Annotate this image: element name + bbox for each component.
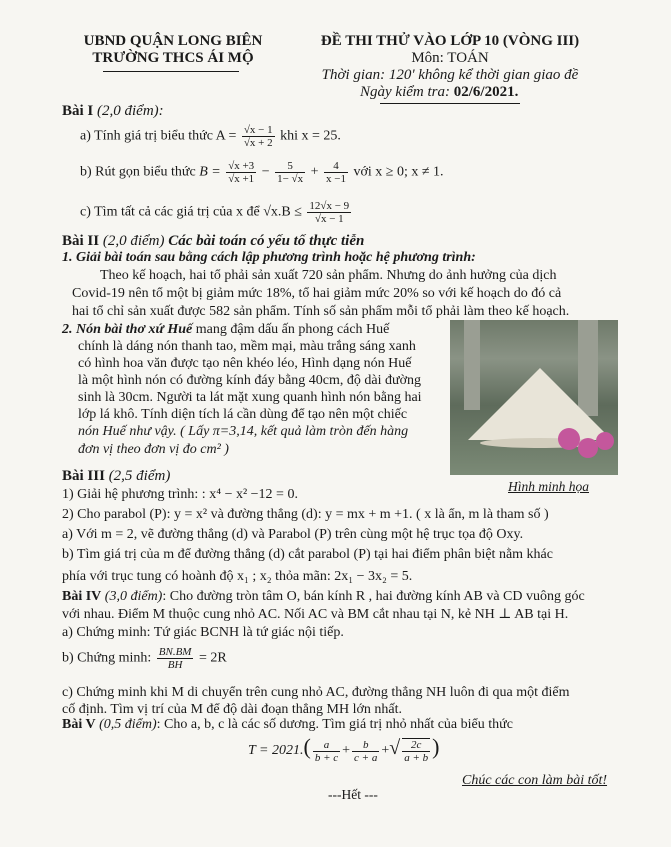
bai2-p1-title: 1. Giải bài toán sau bằng cách lập phương trình hoặc hệ phương trình:: [62, 250, 476, 265]
bai1-b-frac1-den: √x +1: [228, 173, 255, 185]
bai2-p2-line2: chính là dáng nón thanh tao, mềm mại, màu trắng sáng xanh: [78, 339, 416, 354]
bai1-b-frac3: [324, 160, 348, 185]
bai1-c-num: 12√x − 9: [309, 200, 350, 212]
bai4-l4-num: BN.BM: [158, 646, 192, 658]
header-right-rule: [380, 103, 520, 104]
bai3-line2: 2) Cho parabol (P): y = x² và đường thẳng (d): y = mx + m +1. ( x là ẩn, m là tham số ): [62, 507, 549, 522]
bai1-b-frac3-num: 4: [324, 160, 348, 173]
bai5-frac2-den: c + a: [354, 751, 378, 764]
school-district: UBND QUẬN LONG BIÊN: [83, 33, 263, 49]
bai4-l4-rhs: = 2R: [198, 650, 227, 666]
bai5-frac1: [313, 739, 340, 764]
bai4-l4-fraction: [157, 646, 194, 671]
exam-duration: Thời gian: 120' không kể thời gian giao đề: [321, 67, 579, 83]
bai1-b-frac2-den: 1− √x: [277, 173, 304, 185]
bai2-p2-l1: mang đậm dấu ấn phong cách Huế: [192, 322, 390, 337]
bai1-a-den: √x + 2: [243, 137, 273, 149]
bai1-b-frac1: [226, 160, 256, 185]
bai4-line4: [62, 646, 227, 671]
exam-date-label: Ngày kiểm tra:: [360, 84, 454, 100]
exam-title: ĐỀ THI THỬ VÀO LỚP 10 (VÒNG III): [320, 33, 580, 49]
bai1-b-frac3-den: x −1: [326, 173, 346, 185]
bai4-line2: với nhau. Điểm M thuộc cung nhỏ AC. Nối AC và BM cắt nhau tại N, kẻ NH ⊥ AB tại H.: [62, 607, 569, 622]
bai2-p2-line0: [62, 321, 389, 338]
bai3-line3: a) Với m = 2, vẽ đường thẳng (d) và Parabol (P) trên cùng một hệ trục tọa độ Oxy.: [62, 527, 524, 542]
flower-3: [596, 432, 614, 450]
bai5-frac3: [402, 738, 430, 764]
illustration-image: [450, 320, 618, 475]
bai3-heading: [62, 467, 170, 485]
bai2-p2-line6: lớp lá khô. Tính diện tích lá cần dùng để tạo nên một chiếc: [78, 407, 408, 422]
bai1-points: (2,0 điểm):: [97, 103, 164, 119]
bai1-a-fraction: [242, 124, 275, 149]
bai1-b-minus: −: [261, 164, 270, 180]
illustration-caption: Hình minh họa: [508, 479, 589, 494]
bai3-points: (2,5 điểm): [108, 468, 171, 484]
bai2-heading: [62, 232, 364, 250]
bai1-c-fraction: [307, 200, 351, 225]
bai1-b-text: b) Rút gọn biểu thức: [80, 164, 196, 180]
closing-wish: Chúc các con làm bài tốt!: [462, 773, 608, 788]
bai5-sqrt-sign: √: [389, 737, 401, 760]
bai1-b-cond: với x ≥ 0; x ≠ 1.: [353, 164, 444, 180]
bai5-title: Bài V: [62, 717, 96, 732]
bai1-title: Bài I: [62, 103, 94, 119]
bai2-p2-line5: sinh là 30cm. Người ta lát mặt xung quanh hình nón bằng hai: [78, 390, 422, 405]
bai1-b-plus: +: [310, 164, 319, 180]
bai1-b-frac2-num: 5: [275, 160, 305, 173]
exam-date-value: 02/6/2021.: [453, 84, 519, 100]
bai5-T: T = 2021.: [248, 743, 304, 759]
bai5-frac2: [352, 739, 379, 764]
bai5-paren-close: ): [432, 734, 440, 760]
bai5-points: (0,5 điểm): [99, 717, 157, 732]
bai2-p1-line2: Covid-19 nên tổ một bị giảm mức 18%, tổ hai giảm mức 20% so với kế hoạch do đó cả: [72, 286, 562, 301]
exam-subject: Môn: TOÁN: [411, 50, 489, 66]
flower-1: [558, 428, 580, 450]
bai1-a-text: a) Tính giá trị biểu thức A =: [80, 128, 237, 144]
bai5-frac2-num: b: [352, 739, 379, 752]
bai1-c-den: √x − 1: [314, 213, 344, 225]
bai2-p2-line4: là một hình nón có đường kính đáy bằng 40cm, độ dài đường: [78, 373, 421, 388]
bai1-heading: [62, 102, 164, 120]
bai4-points: (3,0 điểm): [104, 589, 163, 604]
bai1-a-cond: khi x = 25.: [280, 128, 341, 144]
bai3-line5: phía với trục tung có hoành độ x₁ ; x₂ thỏa mãn: 2x₁ − 3x₂ = 5.: [62, 569, 413, 584]
bai4-l4-text: b) Chứng minh:: [62, 650, 152, 666]
bai2-p2-line8: đơn vị theo đơn vị đo cm² ): [78, 442, 229, 457]
bai1-a-num: √x − 1: [243, 124, 273, 136]
bai3-line4: b) Tìm giá trị của m để đường thẳng (d) cắt parabol (P) tại hai điểm phân biệt nằm khác: [62, 547, 553, 562]
bai4-line5: c) Chứng minh khi M di chuyển trên cung nhỏ AC, đường thẳng NH luôn đi qua một điểm: [62, 685, 570, 700]
bai1-b: [80, 160, 444, 185]
bai5-paren-open: (: [303, 734, 311, 760]
bai2-p2-line7: nón Huế như vậy. ( Lấy π=3,14, kết quả làm tròn đến hàng: [78, 424, 409, 439]
bai1-b-frac1-num: √x +3: [228, 160, 255, 172]
end-marker: ---Hết ---: [328, 787, 378, 802]
bai4-line6: cố định. Tìm vị trí của M để độ dài đoạn thẳng MH lớn nhất.: [62, 702, 402, 717]
bai4-line3: a) Chứng minh: Tứ giác BCNH là tứ giác nội tiếp.: [62, 625, 344, 640]
bai2-title: Bài II: [62, 233, 100, 249]
bai5-frac1-den: b + c: [314, 751, 339, 764]
bai1-c-text: c) Tìm tất cả các giá trị của x để √x.B ≤: [80, 204, 302, 220]
conical-hat: [468, 368, 612, 440]
bai5-plus1: +: [342, 743, 351, 759]
bai2-p1-line3: hai tổ chỉ sản xuất được 582 sản phẩm. Tính số sản phẩm mỗi tổ phải làm theo kế hoạch.: [72, 304, 570, 319]
bai5-plus2: +: [381, 743, 390, 759]
bai4-line1: [62, 588, 585, 605]
flower-2: [578, 438, 598, 458]
bai5-text: : Cho a, b, c là các số dương. Tìm giá trị nhỏ nhất của biểu thức: [156, 717, 513, 732]
bai1-c: [80, 200, 353, 225]
bai1-a: [80, 124, 341, 149]
bai4-title: Bài IV: [62, 589, 102, 604]
bai5-frac3-den: a + b: [404, 752, 429, 764]
bai3-line1: 1) Giải hệ phương trình: : x⁴ − x² −12 = 0.: [62, 487, 298, 502]
bai5-line1: [62, 716, 513, 733]
bai5-formula: [248, 734, 440, 764]
bai2-p1-line1: Theo kế hoạch, hai tổ phải sản xuất 720 sản phẩm. Nhưng do ảnh hưởng của dịch: [100, 268, 557, 283]
bai2-p2-title: 2. Nón bài thơ xứ Huế: [62, 322, 193, 337]
exam-date: [360, 83, 518, 101]
bai2-p2-line3: có hình hoa văn được tạo nên khéo léo, Hình dạng nón Huế: [78, 356, 412, 371]
school-name: TRƯỜNG THCS ÁI MỘ: [92, 50, 254, 66]
bai2-subtitle: Các bài toán có yếu tố thực tiễn: [168, 233, 365, 249]
bai5-frac3-num: 2c: [402, 739, 430, 752]
bai4-l1: : Cho đường tròn tâm O, bán kính R , hai đường kính AB và CD vuông góc: [162, 589, 585, 604]
bai3-title: Bài III: [62, 468, 105, 484]
bai5-frac1-num: a: [313, 739, 340, 752]
header-left-rule: [103, 71, 239, 72]
bai4-l4-den: BH: [167, 659, 183, 671]
bai1-b-lhs: B =: [199, 164, 221, 180]
bai1-b-frac2: [275, 160, 305, 185]
bai2-points: (2,0 điểm): [102, 233, 165, 249]
